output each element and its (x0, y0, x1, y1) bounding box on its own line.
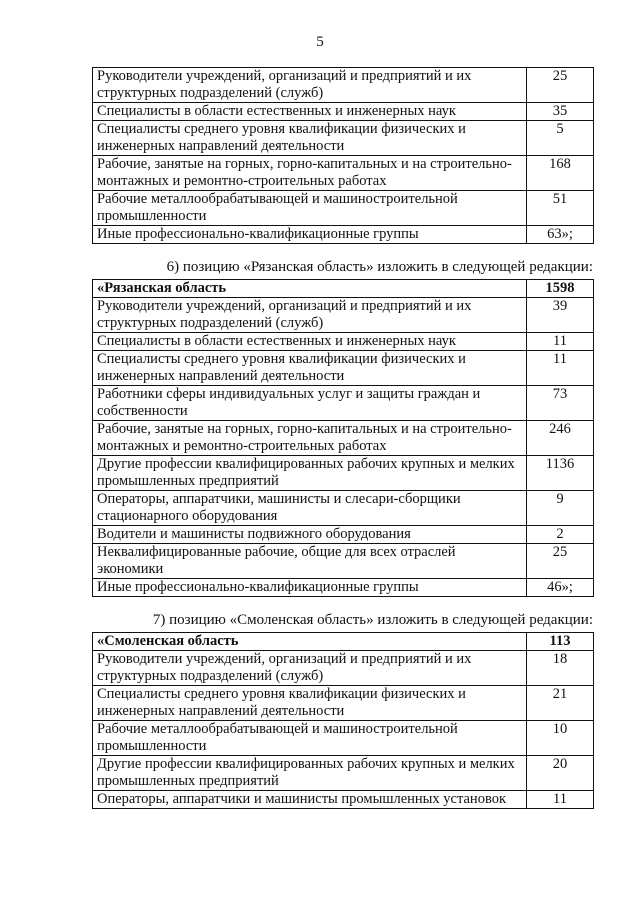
row-label: Операторы, аппаратчики, машинисты и слесари-сборщики стационарного оборудования (93, 491, 527, 526)
table-row (93, 68, 594, 103)
table-row (93, 103, 594, 121)
row-label: Операторы, аппаратчики и машинисты промышленных установок (93, 791, 527, 809)
row-value: 73 (527, 386, 594, 421)
row-value: 51 (527, 191, 594, 226)
table-row (93, 651, 594, 686)
table-row (93, 456, 594, 491)
row-label: Другие профессии квалифицированных рабочих крупных и мелких промышленных предприятий (93, 756, 527, 791)
section-6-heading: 6) позицию «Рязанская область» изложить в следующей редакции: (166, 259, 593, 275)
row-label: Специалисты в области естественных и инженерных наук (93, 333, 527, 351)
table-ryazan (92, 279, 594, 597)
row-label: Иные профессионально-квалификационные группы (93, 226, 527, 244)
row-value: 168 (527, 156, 594, 191)
table-row (93, 544, 594, 579)
row-label: Руководители учреждений, организаций и предприятий и их структурных подразделений (служб) (93, 68, 527, 103)
row-label: Другие профессии квалифицированных рабочих крупных и мелких промышленных предприятий (93, 456, 527, 491)
table-row (93, 579, 594, 597)
row-value: 25 (527, 68, 594, 103)
region-total: 113 (527, 633, 594, 651)
table-row (93, 686, 594, 721)
table-continued (92, 67, 594, 244)
table-row (93, 351, 594, 386)
row-value: 2 (527, 526, 594, 544)
row-value: 46»; (527, 579, 594, 597)
table-row (93, 421, 594, 456)
row-value: 10 (527, 721, 594, 756)
row-label: Работники сферы индивидуальных услуг и защиты граждан и собственности (93, 386, 527, 421)
region-name: «Смоленская область (93, 633, 527, 651)
table-row (93, 791, 594, 809)
row-value: 246 (527, 421, 594, 456)
row-label: Рабочие металлообрабатывающей и машиностроительной промышленности (93, 721, 527, 756)
table-row (93, 121, 594, 156)
region-total: 1598 (527, 280, 594, 298)
row-label: Руководители учреждений, организаций и предприятий и их структурных подразделений (служб) (93, 298, 527, 333)
row-value: 21 (527, 686, 594, 721)
row-value: 11 (527, 333, 594, 351)
table-header-row (93, 280, 594, 298)
row-label: Рабочие металлообрабатывающей и машиностроительной промышленности (93, 191, 527, 226)
table-row (93, 298, 594, 333)
page-number: 5 (316, 34, 324, 50)
row-label: Руководители учреждений, организаций и предприятий и их структурных подразделений (служб) (93, 651, 527, 686)
row-value: 9 (527, 491, 594, 526)
row-label: Специалисты в области естественных и инженерных наук (93, 103, 527, 121)
row-value: 1136 (527, 456, 594, 491)
row-value: 18 (527, 651, 594, 686)
row-label: Специалисты среднего уровня квалификации физических и инженерных направлений деятельности (93, 686, 527, 721)
row-label: Неквалифицированные рабочие, общие для всех отраслей экономики (93, 544, 527, 579)
section-7-heading: 7) позицию «Смоленская область» изложить в следующей редакции: (152, 612, 593, 628)
row-value: 25 (527, 544, 594, 579)
row-label: Рабочие, занятые на горных, горно-капитальных и на строительно-монтажных и ремонтно-строительных работах (93, 156, 527, 191)
row-label: Водители и машинисты подвижного оборудования (93, 526, 527, 544)
row-value: 35 (527, 103, 594, 121)
table-row (93, 756, 594, 791)
table-smolensk (92, 632, 594, 809)
region-name: «Рязанская область (93, 280, 527, 298)
row-label: Специалисты среднего уровня квалификации физических и инженерных направлений деятельности (93, 351, 527, 386)
table-row (93, 386, 594, 421)
table-row (93, 156, 594, 191)
row-value: 39 (527, 298, 594, 333)
row-value: 20 (527, 756, 594, 791)
row-value: 11 (527, 791, 594, 809)
row-value: 11 (527, 351, 594, 386)
row-label: Рабочие, занятые на горных, горно-капитальных и на строительно-монтажных и ремонтно-строительных работах (93, 421, 527, 456)
row-value: 63»; (527, 226, 594, 244)
table-row (93, 333, 594, 351)
table-row (93, 491, 594, 526)
row-label: Иные профессионально-квалификационные группы (93, 579, 527, 597)
row-value: 5 (527, 121, 594, 156)
table-row (93, 226, 594, 244)
table-row (93, 526, 594, 544)
row-label: Специалисты среднего уровня квалификации физических и инженерных направлений деятельности (93, 121, 527, 156)
table-header-row (93, 633, 594, 651)
table-row (93, 721, 594, 756)
table-row (93, 191, 594, 226)
